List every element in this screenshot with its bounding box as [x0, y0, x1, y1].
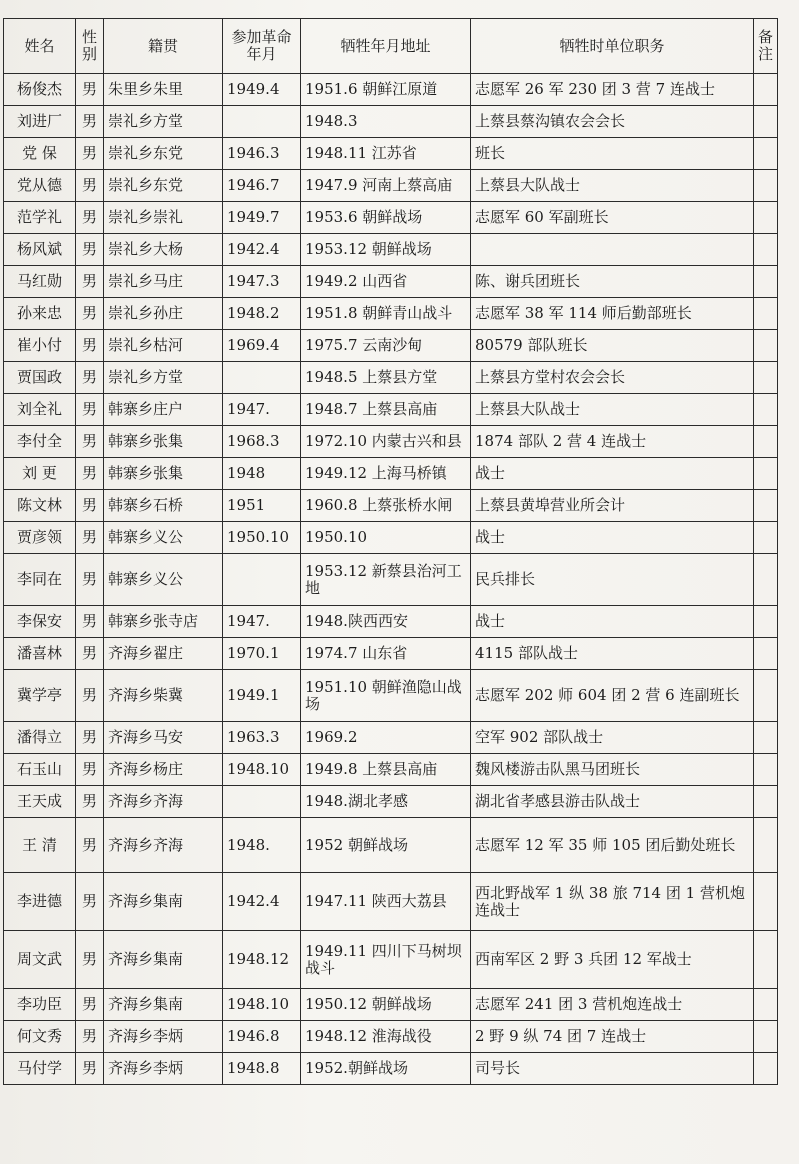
name-cell: 崔小付 [4, 330, 76, 362]
name-cell: 陈文林 [4, 490, 76, 522]
sex-cell: 男 [76, 394, 104, 426]
unit-duty-cell [471, 234, 754, 266]
origin-cell: 韩寨乡义公 [104, 554, 223, 606]
unit-duty-cell: 上蔡县大队战士 [471, 394, 754, 426]
unit-duty-cell: 80579 部队班长 [471, 330, 754, 362]
joined-date-cell: 1947.3 [223, 266, 301, 298]
death-date-place-cell: 1948.3 [301, 106, 471, 138]
header-origin: 籍贯 [104, 19, 223, 74]
sex-cell: 男 [76, 1053, 104, 1085]
joined-date-cell: 1949.7 [223, 202, 301, 234]
joined-date-cell: 1949.4 [223, 74, 301, 106]
table-row [4, 722, 778, 754]
death-date-place-cell: 1960.8 上蔡张桥水闸 [301, 490, 471, 522]
name-cell: 马红勋 [4, 266, 76, 298]
note-cell [754, 818, 778, 873]
note-cell [754, 1053, 778, 1085]
origin-cell: 齐海乡李炳 [104, 1021, 223, 1053]
table-row [4, 138, 778, 170]
sex-cell: 男 [76, 670, 104, 722]
origin-cell: 齐海乡齐海 [104, 786, 223, 818]
name-cell: 刘进厂 [4, 106, 76, 138]
table-row [4, 330, 778, 362]
name-cell: 范学礼 [4, 202, 76, 234]
origin-cell: 齐海乡集南 [104, 989, 223, 1021]
unit-duty-cell: 战士 [471, 458, 754, 490]
joined-date-cell: 1970.1 [223, 638, 301, 670]
table-row [4, 74, 778, 106]
origin-cell: 崇礼乡枯河 [104, 330, 223, 362]
origin-cell: 崇礼乡马庄 [104, 266, 223, 298]
unit-duty-cell: 上蔡县黄埠营业所会计 [471, 490, 754, 522]
death-date-place-cell: 1951.10 朝鲜渔隐山战场 [301, 670, 471, 722]
joined-date-cell: 1968.3 [223, 426, 301, 458]
table-row [4, 490, 778, 522]
note-cell [754, 394, 778, 426]
origin-cell: 韩寨乡张集 [104, 458, 223, 490]
sex-cell: 男 [76, 458, 104, 490]
note-cell [754, 1021, 778, 1053]
header-unit: 牺牲时单位职务 [471, 19, 754, 74]
sex-cell: 男 [76, 722, 104, 754]
origin-cell: 崇礼乡崇礼 [104, 202, 223, 234]
table-row [4, 873, 778, 931]
death-date-place-cell: 1949.8 上蔡县高庙 [301, 754, 471, 786]
sex-cell: 男 [76, 989, 104, 1021]
note-cell [754, 234, 778, 266]
death-date-place-cell: 1948.7 上蔡县高庙 [301, 394, 471, 426]
name-cell: 冀学亭 [4, 670, 76, 722]
table-row [4, 989, 778, 1021]
note-cell [754, 298, 778, 330]
name-cell: 何文秀 [4, 1021, 76, 1053]
unit-duty-cell: 民兵排长 [471, 554, 754, 606]
origin-cell: 韩寨乡张集 [104, 426, 223, 458]
note-cell [754, 490, 778, 522]
unit-duty-cell: 志愿军 26 军 230 团 3 营 7 连战士 [471, 74, 754, 106]
note-cell [754, 554, 778, 606]
name-cell: 党从德 [4, 170, 76, 202]
sex-cell: 男 [76, 638, 104, 670]
table-row [4, 202, 778, 234]
table-row [4, 298, 778, 330]
table-row [4, 1021, 778, 1053]
unit-duty-cell: 湖北省孝感县游击队战士 [471, 786, 754, 818]
death-date-place-cell: 1950.12 朝鲜战场 [301, 989, 471, 1021]
origin-cell: 崇礼乡大杨 [104, 234, 223, 266]
death-date-place-cell: 1948.11 江苏省 [301, 138, 471, 170]
name-cell: 贾彦领 [4, 522, 76, 554]
header-joined: 参加革命年月 [223, 19, 301, 74]
joined-date-cell: 1947. [223, 606, 301, 638]
joined-date-cell: 1942.4 [223, 873, 301, 931]
table-row [4, 638, 778, 670]
origin-cell: 崇礼乡方堂 [104, 362, 223, 394]
death-date-place-cell: 1952.朝鲜战场 [301, 1053, 471, 1085]
sex-cell: 男 [76, 522, 104, 554]
joined-date-cell [223, 362, 301, 394]
joined-date-cell [223, 106, 301, 138]
name-cell: 周文武 [4, 931, 76, 989]
header-sex: 性别 [76, 19, 104, 74]
unit-duty-cell: 志愿军 241 团 3 营机炮连战士 [471, 989, 754, 1021]
origin-cell: 齐海乡翟庄 [104, 638, 223, 670]
note-cell [754, 931, 778, 989]
table-row [4, 234, 778, 266]
joined-date-cell: 1948.2 [223, 298, 301, 330]
death-date-place-cell: 1953.12 朝鲜战场 [301, 234, 471, 266]
table-row [4, 362, 778, 394]
name-cell: 刘 更 [4, 458, 76, 490]
joined-date-cell: 1946.8 [223, 1021, 301, 1053]
table-row [4, 522, 778, 554]
note-cell [754, 786, 778, 818]
sex-cell: 男 [76, 818, 104, 873]
unit-duty-cell: 陈、谢兵团班长 [471, 266, 754, 298]
table-row [4, 426, 778, 458]
joined-date-cell: 1942.4 [223, 234, 301, 266]
name-cell: 党 保 [4, 138, 76, 170]
note-cell [754, 426, 778, 458]
death-date-place-cell: 1947.11 陕西大荔县 [301, 873, 471, 931]
unit-duty-cell: 西北野战军 1 纵 38 旅 714 团 1 营机炮连战士 [471, 873, 754, 931]
joined-date-cell: 1948.10 [223, 989, 301, 1021]
sex-cell: 男 [76, 298, 104, 330]
joined-date-cell: 1948.8 [223, 1053, 301, 1085]
unit-duty-cell: 2 野 9 纵 74 团 7 连战士 [471, 1021, 754, 1053]
death-date-place-cell: 1948.12 淮海战役 [301, 1021, 471, 1053]
death-date-place-cell: 1948.湖北孝感 [301, 786, 471, 818]
death-date-place-cell: 1948.5 上蔡县方堂 [301, 362, 471, 394]
death-date-place-cell: 1975.7 云南沙甸 [301, 330, 471, 362]
sex-cell: 男 [76, 426, 104, 458]
joined-date-cell: 1948 [223, 458, 301, 490]
death-date-place-cell: 1950.10 [301, 522, 471, 554]
origin-cell: 齐海乡李炳 [104, 1053, 223, 1085]
sex-cell: 男 [76, 786, 104, 818]
martyr-record-table [3, 18, 778, 1085]
table-row [4, 1053, 778, 1085]
header-row [4, 19, 778, 74]
origin-cell: 韩寨乡义公 [104, 522, 223, 554]
origin-cell: 韩寨乡石桥 [104, 490, 223, 522]
sex-cell: 男 [76, 74, 104, 106]
name-cell: 李功臣 [4, 989, 76, 1021]
death-date-place-cell: 1947.9 河南上蔡高庙 [301, 170, 471, 202]
origin-cell: 崇礼乡东党 [104, 170, 223, 202]
origin-cell: 齐海乡齐海 [104, 818, 223, 873]
death-date-place-cell: 1952 朝鲜战场 [301, 818, 471, 873]
death-date-place-cell: 1951.8 朝鲜青山战斗 [301, 298, 471, 330]
joined-date-cell: 1951 [223, 490, 301, 522]
table-row [4, 394, 778, 426]
name-cell: 李进德 [4, 873, 76, 931]
header-death-place: 牺牲年月地址 [301, 19, 471, 74]
note-cell [754, 458, 778, 490]
table-row [4, 931, 778, 989]
origin-cell: 齐海乡马安 [104, 722, 223, 754]
joined-date-cell: 1946.7 [223, 170, 301, 202]
table-row [4, 818, 778, 873]
joined-date-cell: 1948.12 [223, 931, 301, 989]
origin-cell: 朱里乡朱里 [104, 74, 223, 106]
joined-date-cell [223, 786, 301, 818]
origin-cell: 韩寨乡庄户 [104, 394, 223, 426]
unit-duty-cell: 班长 [471, 138, 754, 170]
name-cell: 贾国政 [4, 362, 76, 394]
table-row [4, 106, 778, 138]
death-date-place-cell: 1972.10 内蒙古兴和县 [301, 426, 471, 458]
table-row [4, 606, 778, 638]
note-cell [754, 362, 778, 394]
note-cell [754, 754, 778, 786]
origin-cell: 韩寨乡张寺店 [104, 606, 223, 638]
death-date-place-cell: 1949.11 四川下马树坝战斗 [301, 931, 471, 989]
note-cell [754, 202, 778, 234]
unit-duty-cell: 空军 902 部队战士 [471, 722, 754, 754]
sex-cell: 男 [76, 170, 104, 202]
table-row [4, 170, 778, 202]
sex-cell: 男 [76, 138, 104, 170]
joined-date-cell: 1950.10 [223, 522, 301, 554]
death-date-place-cell: 1953.6 朝鲜战场 [301, 202, 471, 234]
joined-date-cell: 1946.3 [223, 138, 301, 170]
name-cell: 马付学 [4, 1053, 76, 1085]
unit-duty-cell: 魏风楼游击队黑马团班长 [471, 754, 754, 786]
sex-cell: 男 [76, 266, 104, 298]
unit-duty-cell: 战士 [471, 606, 754, 638]
table-row [4, 786, 778, 818]
death-date-place-cell: 1949.12 上海马桥镇 [301, 458, 471, 490]
name-cell: 杨风斌 [4, 234, 76, 266]
table-row [4, 458, 778, 490]
name-cell: 李同在 [4, 554, 76, 606]
sex-cell: 男 [76, 490, 104, 522]
unit-duty-cell: 西南军区 2 野 3 兵团 12 军战士 [471, 931, 754, 989]
note-cell [754, 638, 778, 670]
sex-cell: 男 [76, 1021, 104, 1053]
note-cell [754, 170, 778, 202]
name-cell: 石玉山 [4, 754, 76, 786]
unit-duty-cell: 上蔡县大队战士 [471, 170, 754, 202]
sex-cell: 男 [76, 931, 104, 989]
unit-duty-cell: 4115 部队战士 [471, 638, 754, 670]
joined-date-cell: 1969.4 [223, 330, 301, 362]
table-row [4, 554, 778, 606]
note-cell [754, 722, 778, 754]
sex-cell: 男 [76, 362, 104, 394]
note-cell [754, 74, 778, 106]
origin-cell: 齐海乡集南 [104, 931, 223, 989]
name-cell: 王 清 [4, 818, 76, 873]
unit-duty-cell: 志愿军 12 军 35 师 105 团后勤处班长 [471, 818, 754, 873]
note-cell [754, 606, 778, 638]
unit-duty-cell: 司号长 [471, 1053, 754, 1085]
joined-date-cell [223, 554, 301, 606]
unit-duty-cell: 志愿军 202 师 604 团 2 营 6 连副班长 [471, 670, 754, 722]
origin-cell: 崇礼乡东党 [104, 138, 223, 170]
origin-cell: 齐海乡柴冀 [104, 670, 223, 722]
name-cell: 李付全 [4, 426, 76, 458]
sex-cell: 男 [76, 606, 104, 638]
sex-cell: 男 [76, 554, 104, 606]
unit-duty-cell: 战士 [471, 522, 754, 554]
joined-date-cell: 1963.3 [223, 722, 301, 754]
table-row [4, 754, 778, 786]
name-cell: 潘得立 [4, 722, 76, 754]
joined-date-cell: 1947. [223, 394, 301, 426]
unit-duty-cell: 上蔡县方堂村农会会长 [471, 362, 754, 394]
joined-date-cell: 1948.10 [223, 754, 301, 786]
death-date-place-cell: 1969.2 [301, 722, 471, 754]
name-cell: 潘喜林 [4, 638, 76, 670]
death-date-place-cell: 1974.7 山东省 [301, 638, 471, 670]
death-date-place-cell: 1949.2 山西省 [301, 266, 471, 298]
name-cell: 刘全礼 [4, 394, 76, 426]
table-row [4, 266, 778, 298]
joined-date-cell: 1949.1 [223, 670, 301, 722]
sex-cell: 男 [76, 330, 104, 362]
name-cell: 李保安 [4, 606, 76, 638]
header-note: 备注 [754, 19, 778, 74]
joined-date-cell: 1948. [223, 818, 301, 873]
origin-cell: 崇礼乡方堂 [104, 106, 223, 138]
note-cell [754, 266, 778, 298]
sex-cell: 男 [76, 873, 104, 931]
header-name: 姓名 [4, 19, 76, 74]
origin-cell: 齐海乡集南 [104, 873, 223, 931]
unit-duty-cell: 志愿军 38 军 114 师后勤部班长 [471, 298, 754, 330]
name-cell: 王天成 [4, 786, 76, 818]
death-date-place-cell: 1951.6 朝鲜江原道 [301, 74, 471, 106]
death-date-place-cell: 1953.12 新蔡县治河工地 [301, 554, 471, 606]
unit-duty-cell: 1874 部队 2 营 4 连战士 [471, 426, 754, 458]
note-cell [754, 670, 778, 722]
note-cell [754, 989, 778, 1021]
death-date-place-cell: 1948.陕西西安 [301, 606, 471, 638]
sex-cell: 男 [76, 106, 104, 138]
name-cell: 杨俊杰 [4, 74, 76, 106]
note-cell [754, 106, 778, 138]
note-cell [754, 330, 778, 362]
unit-duty-cell: 志愿军 60 军副班长 [471, 202, 754, 234]
note-cell [754, 138, 778, 170]
unit-duty-cell: 上蔡县蔡沟镇农会会长 [471, 106, 754, 138]
origin-cell: 齐海乡杨庄 [104, 754, 223, 786]
origin-cell: 崇礼乡孙庄 [104, 298, 223, 330]
table-row [4, 670, 778, 722]
note-cell [754, 522, 778, 554]
sex-cell: 男 [76, 754, 104, 786]
sex-cell: 男 [76, 202, 104, 234]
sex-cell: 男 [76, 234, 104, 266]
note-cell [754, 873, 778, 931]
name-cell: 孙来忠 [4, 298, 76, 330]
